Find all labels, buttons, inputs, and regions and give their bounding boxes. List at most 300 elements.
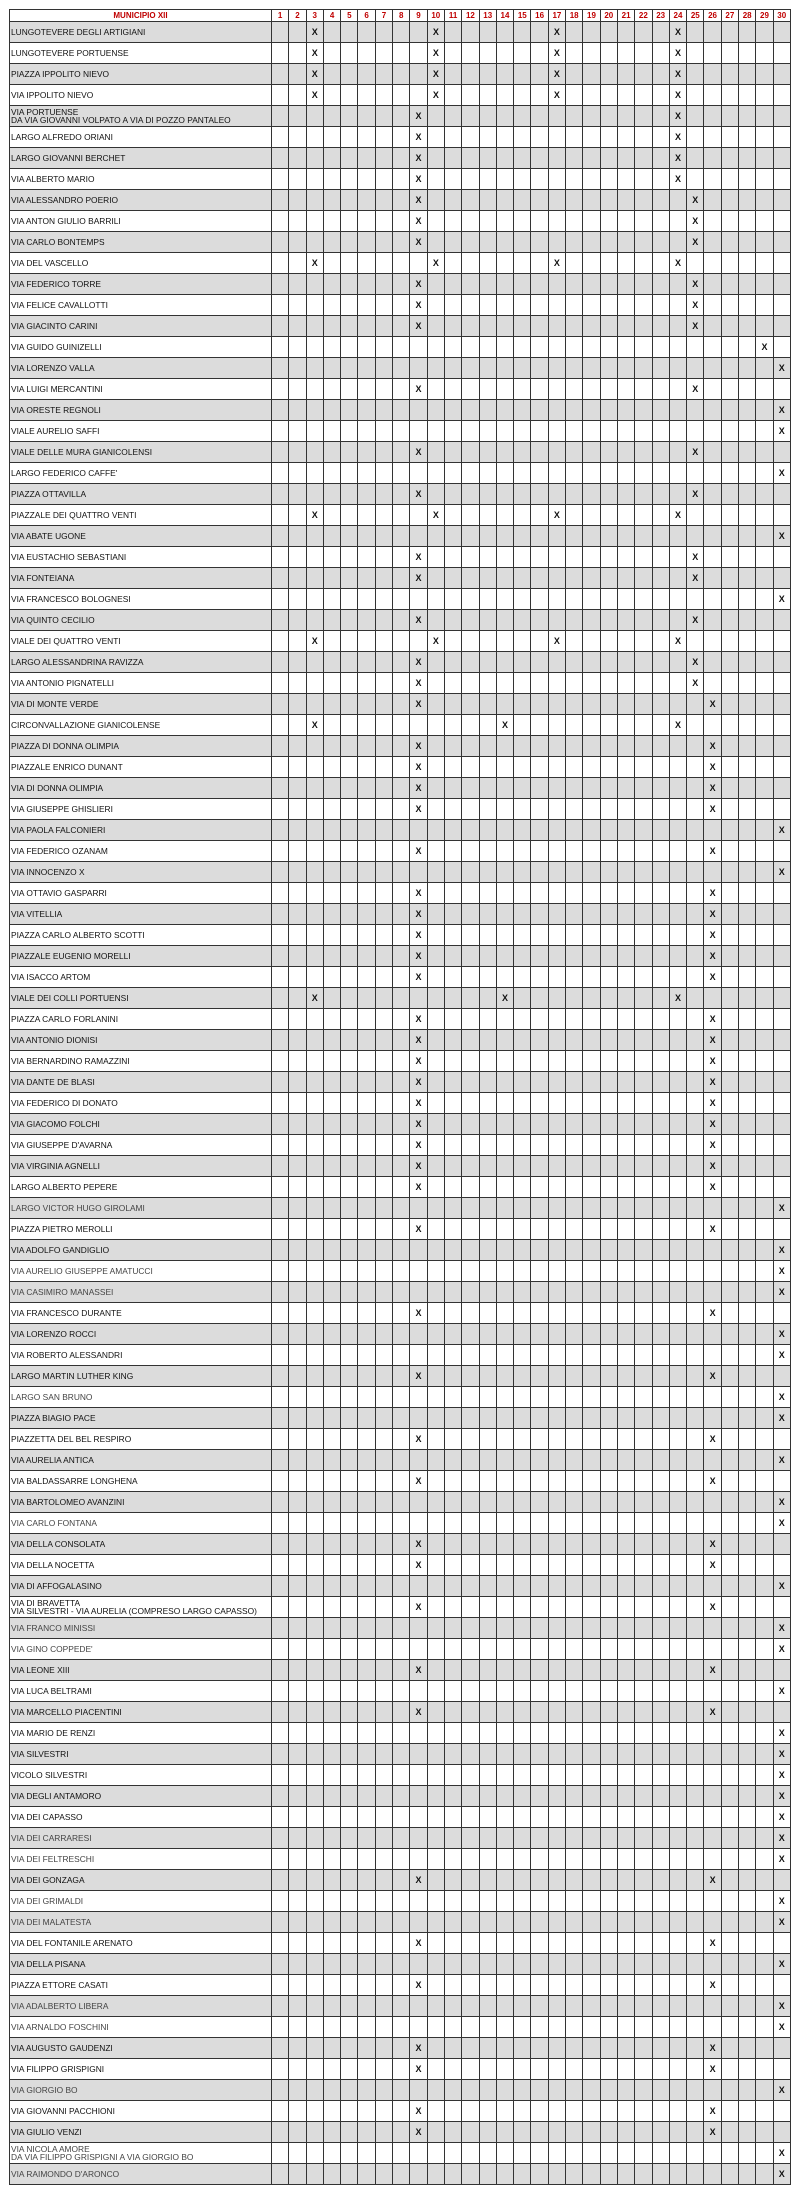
- day-cell: [583, 841, 600, 862]
- day-cell: [687, 106, 704, 127]
- day-cell: [393, 1891, 410, 1912]
- day-cell: [323, 253, 340, 274]
- day-cell: [358, 169, 375, 190]
- day-cell: [514, 1723, 531, 1744]
- day-cell: [496, 1366, 513, 1387]
- day-cell: [444, 946, 461, 967]
- day-cell: [704, 64, 721, 85]
- day-cell: [635, 106, 652, 127]
- day-cell: [635, 1156, 652, 1177]
- day-cell: [583, 715, 600, 736]
- day-cell: [427, 1681, 444, 1702]
- day-cell: [669, 820, 686, 841]
- day-cell: X: [687, 379, 704, 400]
- day-cell: [289, 1408, 306, 1429]
- day-cell: [669, 1429, 686, 1450]
- day-cell: [514, 568, 531, 589]
- day-cell: [479, 2143, 496, 2164]
- day-cell: X: [687, 652, 704, 673]
- day-cell: [600, 1177, 617, 1198]
- day-cell: [323, 337, 340, 358]
- day-cell: [427, 1555, 444, 1576]
- day-cell: [652, 2059, 669, 2080]
- day-cell: X: [704, 1471, 721, 1492]
- street-name: [10, 1366, 272, 1387]
- day-cell: [444, 652, 461, 673]
- day-cell: [306, 484, 323, 505]
- day-cell: [496, 1219, 513, 1240]
- day-cell: [462, 1471, 479, 1492]
- day-cell: [652, 1555, 669, 1576]
- day-cell: [427, 883, 444, 904]
- day-cell: [306, 673, 323, 694]
- day-cell: [323, 1765, 340, 1786]
- day-cell: [721, 22, 738, 43]
- day-cell: [375, 1282, 392, 1303]
- table-row: [10, 484, 791, 505]
- day-cell: [341, 1114, 358, 1135]
- day-cell: [635, 1954, 652, 1975]
- day-cell: X: [704, 1009, 721, 1030]
- day-cell: [687, 589, 704, 610]
- day-cell: [496, 400, 513, 421]
- day-cell: [306, 1345, 323, 1366]
- day-cell: [375, 1051, 392, 1072]
- day-cell: [739, 652, 756, 673]
- day-cell: [721, 1093, 738, 1114]
- day-cell: [756, 1051, 773, 1072]
- day-cell: [323, 400, 340, 421]
- day-cell: [583, 2017, 600, 2038]
- day-cell: [444, 1954, 461, 1975]
- day-cell: [669, 1366, 686, 1387]
- day-cell: [652, 1723, 669, 1744]
- day-cell: [652, 169, 669, 190]
- table-row: [10, 715, 791, 736]
- day-cell: [444, 1009, 461, 1030]
- day-cell: [462, 1366, 479, 1387]
- day-cell: [756, 1345, 773, 1366]
- day-cell: [566, 43, 583, 64]
- day-cell: [444, 1618, 461, 1639]
- street-name-text: VIA LORENZO ROCCI: [11, 1328, 97, 1339]
- day-cell: [548, 1471, 565, 1492]
- day-cell: [306, 1933, 323, 1954]
- day-cell: [652, 820, 669, 841]
- day-cell: [272, 127, 289, 148]
- day-cell: [548, 1009, 565, 1030]
- day-cell: X: [687, 295, 704, 316]
- day-cell: [358, 106, 375, 127]
- day-cell: [548, 1660, 565, 1681]
- day-cell: [289, 1030, 306, 1051]
- day-cell: [635, 1576, 652, 1597]
- day-cell: [721, 337, 738, 358]
- day-cell: [617, 1429, 634, 1450]
- day-cell: [393, 988, 410, 1009]
- day-cell: [514, 988, 531, 1009]
- day-cell: [687, 1450, 704, 1471]
- day-cell: [289, 1828, 306, 1849]
- day-cell: [652, 106, 669, 127]
- day-cell: [566, 232, 583, 253]
- day-header: 2: [289, 10, 306, 22]
- day-cell: [272, 547, 289, 568]
- day-header: 26: [704, 10, 721, 22]
- day-cell: [721, 295, 738, 316]
- day-cell: [444, 1387, 461, 1408]
- street-name-text: VIA DEI MALATESTA: [11, 1916, 92, 1927]
- day-cell: [739, 1408, 756, 1429]
- day-cell: [669, 652, 686, 673]
- day-cell: X: [410, 1114, 427, 1135]
- day-cell: [583, 358, 600, 379]
- day-cell: [721, 967, 738, 988]
- day-cell: X: [704, 2059, 721, 2080]
- day-cell: X: [704, 2038, 721, 2059]
- day-cell: [652, 211, 669, 232]
- day-cell: [375, 127, 392, 148]
- day-cell: [306, 610, 323, 631]
- day-cell: [548, 106, 565, 127]
- day-cell: [306, 547, 323, 568]
- day-cell: [358, 190, 375, 211]
- table-row: [10, 2017, 791, 2038]
- day-cell: [687, 1576, 704, 1597]
- day-cell: [479, 400, 496, 421]
- day-cell: [496, 526, 513, 547]
- day-cell: [358, 1681, 375, 1702]
- day-cell: [687, 64, 704, 85]
- day-cell: [410, 1954, 427, 1975]
- day-cell: [272, 1324, 289, 1345]
- day-cell: [687, 421, 704, 442]
- table-row: [10, 274, 791, 295]
- street-name: [10, 1660, 272, 1681]
- day-cell: [462, 1702, 479, 1723]
- day-cell: [306, 904, 323, 925]
- day-cell: [375, 883, 392, 904]
- street-name: [10, 1975, 272, 1996]
- day-cell: [323, 820, 340, 841]
- day-cell: [669, 211, 686, 232]
- day-cell: [721, 358, 738, 379]
- day-cell: [652, 946, 669, 967]
- day-cell: X: [704, 2122, 721, 2143]
- day-cell: [583, 1240, 600, 1261]
- day-cell: [358, 1849, 375, 1870]
- day-cell: [756, 1534, 773, 1555]
- day-cell: [393, 1660, 410, 1681]
- day-cell: [652, 1681, 669, 1702]
- day-cell: [462, 1072, 479, 1093]
- day-cell: X: [704, 757, 721, 778]
- day-cell: [358, 736, 375, 757]
- day-cell: [721, 2038, 738, 2059]
- day-cell: X: [773, 1261, 790, 1282]
- day-cell: [531, 778, 548, 799]
- day-cell: [652, 1366, 669, 1387]
- day-cell: [756, 1408, 773, 1429]
- day-cell: [444, 673, 461, 694]
- day-cell: [756, 946, 773, 967]
- day-cell: [514, 1597, 531, 1618]
- day-cell: [306, 652, 323, 673]
- day-cell: [600, 841, 617, 862]
- day-cell: [496, 2059, 513, 2080]
- day-cell: [427, 1387, 444, 1408]
- day-cell: [323, 2143, 340, 2164]
- day-cell: [323, 1219, 340, 1240]
- day-cell: [704, 1282, 721, 1303]
- street-name-text: VIALE AURELIO SAFFI: [11, 425, 100, 436]
- day-cell: [496, 1156, 513, 1177]
- day-cell: [773, 316, 790, 337]
- day-cell: [462, 2122, 479, 2143]
- day-cell: X: [306, 22, 323, 43]
- day-cell: [496, 463, 513, 484]
- street-name-text: VIA CARLO BONTEMPS: [11, 236, 105, 247]
- day-cell: [566, 1765, 583, 1786]
- day-cell: [669, 967, 686, 988]
- day-cell: [617, 1282, 634, 1303]
- day-cell: [306, 946, 323, 967]
- day-cell: [739, 715, 756, 736]
- day-cell: [548, 589, 565, 610]
- day-cell: [496, 799, 513, 820]
- day-cell: [652, 1072, 669, 1093]
- day-cell: [600, 463, 617, 484]
- day-cell: [600, 1933, 617, 1954]
- day-cell: X: [410, 2122, 427, 2143]
- day-cell: [462, 1828, 479, 1849]
- day-cell: [635, 316, 652, 337]
- day-cell: [479, 2122, 496, 2143]
- day-cell: [514, 1366, 531, 1387]
- day-cell: [669, 274, 686, 295]
- table-row: [10, 1702, 791, 1723]
- day-cell: [444, 1891, 461, 1912]
- day-header: 4: [323, 10, 340, 22]
- day-cell: [721, 1912, 738, 1933]
- day-cell: [531, 295, 548, 316]
- day-cell: X: [410, 1303, 427, 1324]
- day-cell: [600, 2122, 617, 2143]
- day-cell: [514, 1849, 531, 1870]
- street-name: [10, 148, 272, 169]
- day-cell: [289, 2101, 306, 2122]
- street-name-text: VIA GIUSEPPE GHISLIERI: [11, 803, 113, 814]
- street-name: [10, 127, 272, 148]
- day-cell: [635, 358, 652, 379]
- day-cell: [341, 337, 358, 358]
- day-cell: [583, 400, 600, 421]
- day-cell: [444, 1975, 461, 1996]
- day-cell: [410, 505, 427, 526]
- day-cell: [427, 1618, 444, 1639]
- day-cell: [652, 1408, 669, 1429]
- street-name-text: VIA ANTON GIULIO BARRILI: [11, 215, 121, 226]
- day-cell: X: [410, 652, 427, 673]
- day-cell: [289, 1807, 306, 1828]
- day-cell: [479, 568, 496, 589]
- day-cell: [496, 127, 513, 148]
- day-cell: [496, 862, 513, 883]
- day-cell: [600, 1282, 617, 1303]
- day-cell: [566, 1681, 583, 1702]
- day-cell: [756, 148, 773, 169]
- day-cell: [272, 442, 289, 463]
- day-cell: [427, 1765, 444, 1786]
- street-name-text: PIAZZA CARLO FORLANINI: [11, 1013, 119, 1024]
- day-cell: [289, 337, 306, 358]
- day-cell: [704, 463, 721, 484]
- day-cell: [479, 589, 496, 610]
- day-cell: [652, 1261, 669, 1282]
- day-cell: [635, 988, 652, 1009]
- day-cell: [306, 1807, 323, 1828]
- day-cell: [427, 211, 444, 232]
- day-cell: [306, 1198, 323, 1219]
- day-cell: [462, 2059, 479, 2080]
- day-cell: [548, 1072, 565, 1093]
- day-cell: [583, 1009, 600, 1030]
- day-cell: [652, 1219, 669, 1240]
- day-cell: [566, 2059, 583, 2080]
- day-cell: X: [669, 85, 686, 106]
- day-cell: [687, 2164, 704, 2185]
- day-cell: [358, 1219, 375, 1240]
- day-cell: [479, 1618, 496, 1639]
- day-cell: [583, 2059, 600, 2080]
- day-cell: [756, 841, 773, 862]
- day-cell: [323, 925, 340, 946]
- day-cell: [272, 337, 289, 358]
- day-cell: [427, 1660, 444, 1681]
- day-cell: [479, 421, 496, 442]
- day-cell: [635, 1324, 652, 1345]
- day-cell: [514, 904, 531, 925]
- day-cell: [393, 1618, 410, 1639]
- street-name-text: VIA DEI GRIMALDI: [11, 1895, 84, 1906]
- day-cell: [739, 1744, 756, 1765]
- day-cell: X: [704, 1660, 721, 1681]
- day-cell: [272, 1576, 289, 1597]
- day-cell: [323, 526, 340, 547]
- day-cell: [617, 1870, 634, 1891]
- day-cell: [531, 589, 548, 610]
- day-cell: [652, 1240, 669, 1261]
- day-cell: [548, 1429, 565, 1450]
- day-cell: [462, 673, 479, 694]
- day-cell: [600, 1912, 617, 1933]
- day-cell: [306, 1576, 323, 1597]
- day-cell: [341, 1765, 358, 1786]
- day-cell: [496, 1807, 513, 1828]
- day-cell: [600, 1660, 617, 1681]
- day-cell: [687, 736, 704, 757]
- day-cell: [635, 1702, 652, 1723]
- day-cell: [358, 673, 375, 694]
- day-cell: [462, 715, 479, 736]
- day-cell: [514, 1765, 531, 1786]
- day-cell: [566, 1429, 583, 1450]
- day-cell: [617, 904, 634, 925]
- day-cell: [617, 1051, 634, 1072]
- day-cell: [548, 1933, 565, 1954]
- day-cell: [444, 1366, 461, 1387]
- day-cell: [306, 211, 323, 232]
- day-cell: [514, 1030, 531, 1051]
- day-cell: [427, 2017, 444, 2038]
- day-cell: [739, 1240, 756, 1261]
- day-cell: [444, 358, 461, 379]
- day-cell: [323, 547, 340, 568]
- day-cell: [375, 925, 392, 946]
- day-cell: [635, 484, 652, 505]
- day-cell: [479, 442, 496, 463]
- day-cell: [635, 1618, 652, 1639]
- day-cell: [479, 2017, 496, 2038]
- day-cell: [756, 484, 773, 505]
- day-cell: [358, 1471, 375, 1492]
- day-cell: [514, 1429, 531, 1450]
- table-row: [10, 1492, 791, 1513]
- day-cell: X: [773, 862, 790, 883]
- day-cell: [669, 337, 686, 358]
- day-cell: [669, 1282, 686, 1303]
- day-cell: [704, 988, 721, 1009]
- day-cell: [496, 1492, 513, 1513]
- day-cell: [462, 274, 479, 295]
- street-name-text: VIA BALDASSARRE LONGHENA: [11, 1475, 138, 1486]
- day-cell: [306, 1828, 323, 1849]
- street-name-text: VIALE DEI QUATTRO VENTI: [11, 635, 121, 646]
- street-name: [10, 610, 272, 631]
- day-cell: [635, 1891, 652, 1912]
- day-cell: [669, 883, 686, 904]
- day-cell: [496, 1093, 513, 1114]
- day-cell: X: [410, 1366, 427, 1387]
- day-cell: [462, 85, 479, 106]
- day-cell: [566, 841, 583, 862]
- day-cell: [600, 1555, 617, 1576]
- day-cell: [756, 883, 773, 904]
- day-cell: [393, 106, 410, 127]
- day-cell: [669, 1996, 686, 2017]
- day-cell: [566, 1576, 583, 1597]
- day-cell: [721, 1765, 738, 1786]
- day-cell: [721, 1009, 738, 1030]
- day-cell: [617, 694, 634, 715]
- day-cell: [323, 421, 340, 442]
- day-cell: [566, 400, 583, 421]
- day-cell: [323, 1849, 340, 1870]
- day-cell: [410, 1261, 427, 1282]
- day-cell: [306, 1009, 323, 1030]
- day-cell: [739, 400, 756, 421]
- day-cell: [393, 463, 410, 484]
- street-name: [10, 841, 272, 862]
- day-cell: [444, 1093, 461, 1114]
- day-cell: [669, 946, 686, 967]
- day-cell: [462, 2143, 479, 2164]
- day-cell: X: [773, 2017, 790, 2038]
- day-cell: [375, 1975, 392, 1996]
- day-cell: [479, 1471, 496, 1492]
- day-cell: [393, 442, 410, 463]
- day-cell: [600, 547, 617, 568]
